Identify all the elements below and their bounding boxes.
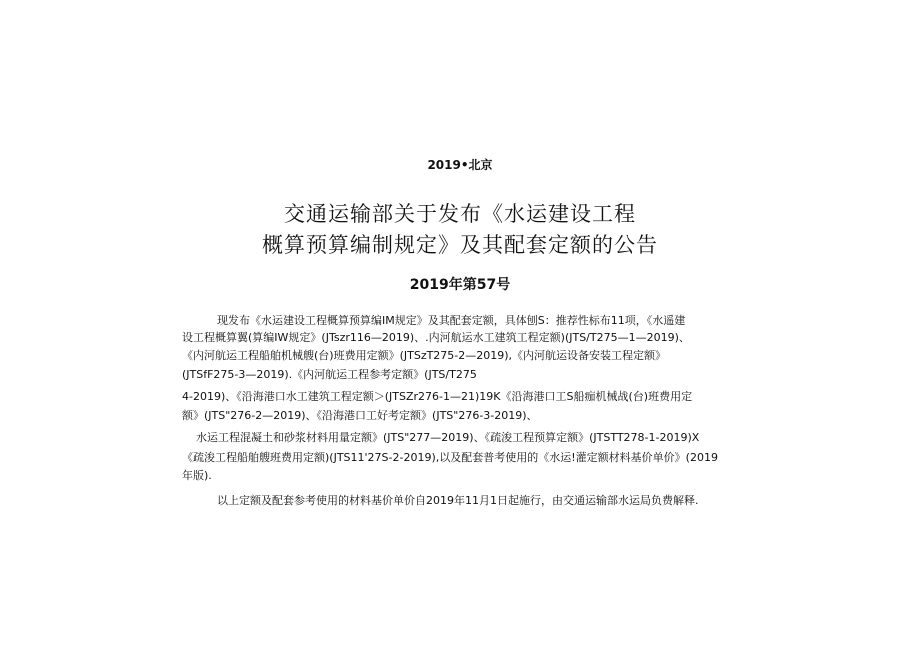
body-line-3: 《内河航运工程船舶机械艘(台)班费用定额》(JTSzT275-2—2019),《内河航运设备安装工程定额》 [182,349,667,362]
body-line-4: (JTSfF275-3—2019).《内河航运工程参考定额》(JTS/T275 [182,368,477,381]
body-line-8: 《疏浚工程船舶艘班费用定额)(JTS11'27S-2-2019),以及配套普考使用的《水运!灌定额材料基价单价》(2019 [182,451,718,464]
body-line-5: 4-2019)、《沿海港口水工建筑工程定额＞(JTSZr276-1—21)19K《沿海港口工S船痂机械战(台)班费用定 [182,390,693,403]
body-line-1: 现发布《水运建设工程概算预算编IM规定》及其配套定额，具体刨S：推荐性标布11项，《水遥建 [217,314,686,327]
title-line-2: 概算预算编制规定》及其配套定额的公告 [262,233,658,257]
body-line-6: 额》(JTS"276-2—2019)、《沿海港口工好考定额》(JTS"276-3-2019)、 [182,409,538,422]
body-line-10: 以上定额及配套参考使用的材料基价单价自2019年11月1日起施行，由交通运输部水运局负费解释. [217,494,699,507]
body-line-9: 年版). [182,469,212,482]
document-number: 2019年第57号 [409,277,511,293]
body-line-2: 设工程概算翼(算编IW规定》(JTszr116—2019)、.内河航运水工建筑工程定额)(JTS/T275—1—2019)、 [182,331,690,344]
title-line-1: 交通运输部关于发布《水运建设工程 [284,202,636,226]
body-line-7: 水运工程混凝土和砂浆材料用量定额》(JTS"277—2019)、《疏浚工程预算定额》(JTSTT278-1-2019)X [196,431,700,444]
year-place-line: 2019•北京 [427,158,493,172]
